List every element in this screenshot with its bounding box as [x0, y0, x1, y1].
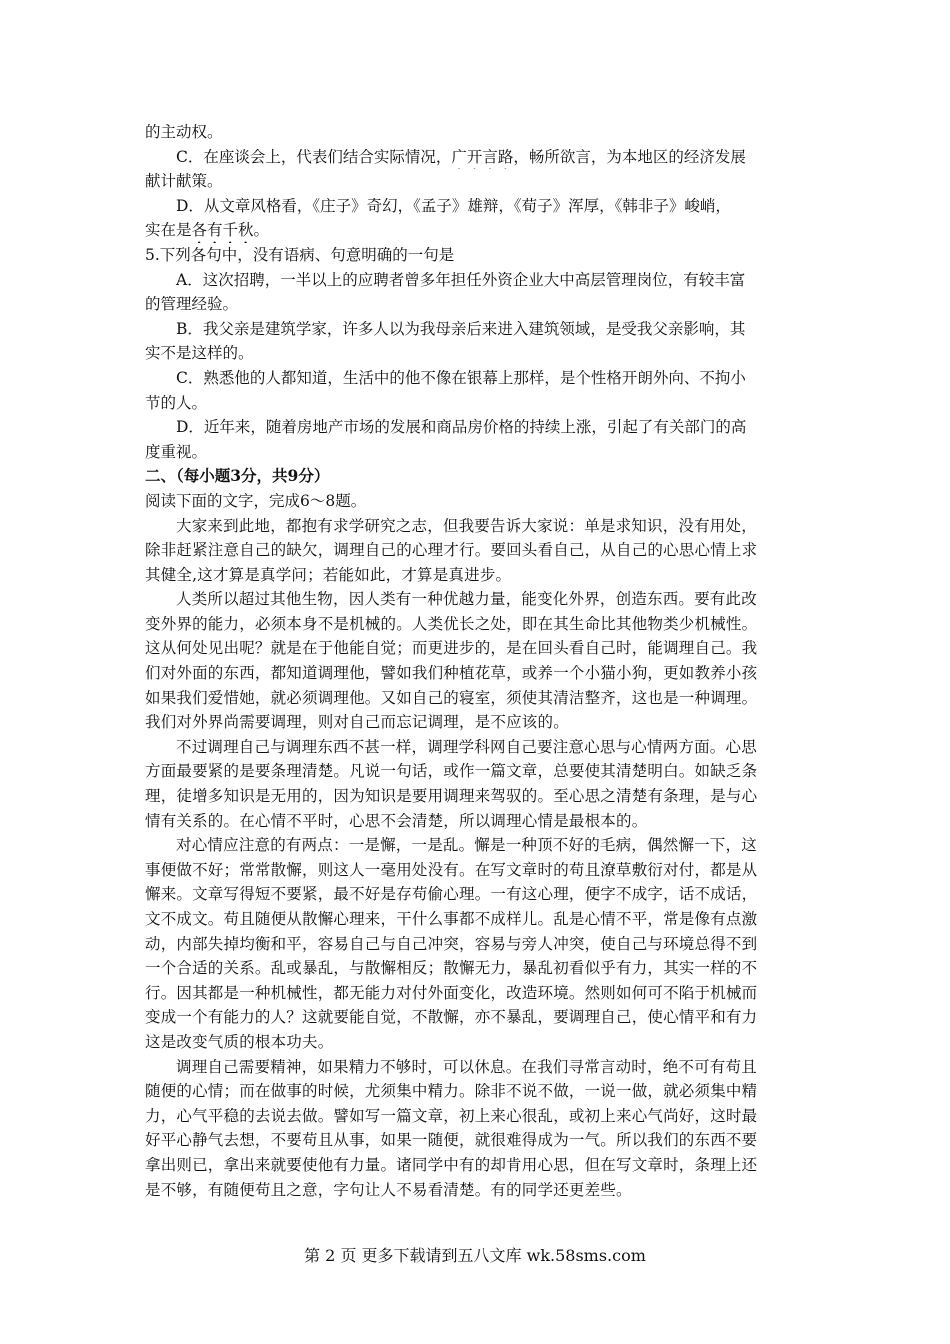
reading-passage — [145, 514, 810, 1203]
passage-line: 理，徒增多知识是无用的，因为知识是要用调理来驾驭的。至心思之清楚有条理，是与心 — [145, 787, 758, 806]
passage-line: 方面最要紧的是要条理清楚。凡说一句话，或作一篇文章，总要使其清楚明白。如缺乏条 — [145, 762, 758, 781]
passage-line: 文不成文。苟且随便从散懈心理来，干什么事都不成样儿。乱是心情不平，常是像有点激 — [145, 910, 758, 928]
section-2-heading: 二、（每小题3分，共9分） — [145, 466, 330, 486]
passage-line: 对心情应注意的有两点：一是懈，一是乱。懈是一种顶不好的毛病，偶然懈一下，这 — [176, 836, 757, 855]
q4-option-c-line-2: 献计献策。 — [145, 172, 223, 191]
page-body — [145, 120, 810, 1202]
passage-line: 动，内部失掉均衡和平，容易自己与自己冲突，容易与旁人冲突，使自己与环境总得不到 — [145, 934, 758, 953]
q5-option-a-line-2: 的管理经验。 — [145, 295, 239, 314]
q4-option-d-line-2: 实在是各有千秋。 — [145, 221, 270, 240]
passage-line: 力，心气平稳的去说去做。譬如写一篇文章，初上来心很乱，或初上来心气尚好，这时最 — [145, 1106, 758, 1125]
passage-line: 随便的心情；而在做事的时候，尤须集中精力。除非不说不做，一说一做，就必须集中精 — [145, 1082, 758, 1101]
page-footer: 第 2 页 更多下载请到五八文库 wk.58sms.com — [304, 1246, 646, 1265]
passage-line: 人类所以超过其他生物，因人类有一种优越力量，能变化外界，创造东西。要有此改 — [176, 590, 757, 609]
passage-line: 不过调理自己与调理东西不甚一样，调理学科网自己要注意心思与心情两方面。心思 — [176, 737, 757, 756]
reading-instruction: 阅读下面的文字，完成6～8题。 — [145, 491, 367, 510]
q5-option-d-line-1: D．近年来，随着房地产市场的发展和商品房价格的持续上涨，引起了有关部门的高 — [176, 418, 747, 437]
passage-line: 这从何处见出呢？就是在于他能自觉；而更进步的，是在回头看自己时，能调理自己。我 — [145, 639, 758, 658]
passage-line: 是不够，有随便苟且之意，字句让人不易看清楚。有的同学还更差些。 — [145, 1180, 632, 1199]
passage-line: 其健全,这才算是真学问；若能如此，才算是真进步。 — [145, 565, 512, 584]
question-5-stem: 5.下列各句中，没有语病、句意明确的一句是 — [145, 245, 455, 264]
q5-option-b-line-1: B．我父亲是建筑学家，许多人以为我母亲后来进入建筑领域，是受我父亲影响，其 — [176, 319, 746, 338]
emphasized-phrase: 各有千秋 — [191, 221, 254, 240]
passage-line: 变外界的能力，必须本身不是机械的。人类优长之处，即在其生命比其他物类少机械性。 — [145, 614, 758, 633]
passage-line: 调理自己需要精神，如果精力不够时，可以休息。在我们寻常言动时，绝不可有苟且 — [176, 1057, 757, 1076]
q4-option-c-line-1: C．在座谈会上，代表们结合实际情况，广开言路，畅所欲言，为本地区的经济发展 — [176, 147, 746, 166]
passage-line: 懈来。文章写得短不要紧，最不好是存苟偷心理。一有这心理，便字不成字，话不成话， — [145, 885, 758, 904]
q4-option-b-tail: 的主动权。 — [145, 123, 223, 141]
passage-line: 如果我们爱惜她，就必须调理他。又如自己的寝室，须使其清洁整齐，这也是一种调理。 — [145, 688, 758, 707]
passage-line: 大家来到此地，都抱有求学研究之志，但我要告诉大家说：单是求知识，没有用处， — [176, 516, 757, 535]
passage-line: 我们对外界尚需要调理，则对自己而忘记调理，是不应该的。 — [145, 713, 569, 732]
q5-option-c-line-1: C．熟悉他的人都知道，生活中的他不像在银幕上那样，是个性格开朗外向、不拘小 — [176, 368, 746, 387]
emphasized-phrase: 广开言路 — [451, 147, 514, 166]
passage-line: 除非赶紧注意自己的缺欠，调理自己的心理才行。要回头看自己，从自己的心思心情上求 — [145, 541, 758, 560]
passage-line: 变成一个有能力的人？这就要能自觉，不散懈，亦不暴乱，要调理自己，使心情平和有力 — [145, 1008, 758, 1027]
passage-line: 拿出则已，拿出来就要使他有力量。诸同学中有的却肯用心思，但在写文章时，条理上还 — [145, 1155, 758, 1174]
passage-line: 好平心静气去想，不要苟且从事，如果一随便，就很难得成为一气。所以我们的东西不要 — [145, 1131, 758, 1150]
passage-line: 一个合适的关系。乱或暴乱，与散懈相反；散懈无力，暴乱初看似乎有力，其实一样的不 — [145, 959, 758, 978]
q5-option-a-line-1: A．这次招聘，一半以上的应聘者曾多年担任外资企业大中高层管理岗位，有较丰富 — [176, 270, 746, 289]
passage-line: 事便做不好；常常散懈，则这人一毫用处没有。在写文章时的苟且潦草敷衍对付，都是从 — [145, 860, 758, 879]
passage-line: 们对外面的东西，都知道调理他，譬如我们种植花草，或养一个小猫小狗，更如教养小孩 — [145, 664, 758, 683]
q5-option-d-line-2: 度重视。 — [145, 442, 208, 461]
passage-line: 行。因其都是一种机械性，都无能力对付外面变化，改造环境。然则如何可不陷于机械而 — [145, 983, 758, 1002]
passage-line: 情有关系的。在心情不平时，心思不会清楚，所以调理心情是最根本的。 — [145, 811, 648, 830]
passage-line: 这是改变气质的根本功夫。 — [145, 1032, 334, 1051]
q4-option-d-line-1: D．从文章风格看，《庄子》奇幻，《孟子》雄辩，《荀子》浑厚，《韩非子》峻峭， — [176, 196, 731, 215]
q5-option-b-line-2: 实不是这样的。 — [145, 344, 254, 363]
q5-option-c-line-2: 节的人。 — [145, 393, 208, 412]
